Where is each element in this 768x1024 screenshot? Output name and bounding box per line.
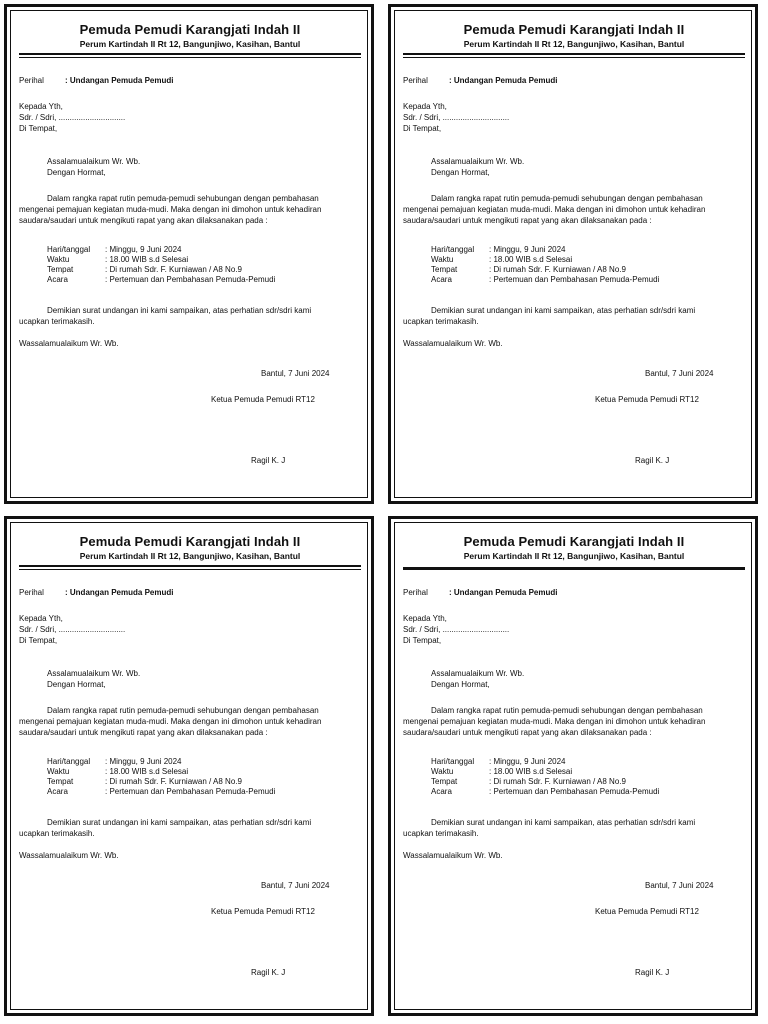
closing-paragraph xyxy=(19,817,361,839)
signer-name: Ragil K. J xyxy=(251,456,286,465)
detail-value: : Pertemuan dan Pembahasan Pemuda-Pemudi xyxy=(489,275,660,284)
letter-address: Perum Kartindah II Rt 12, Bangunjiwo, Kasihan, Bantul xyxy=(79,551,301,561)
recipient-line: Sdr. / Sdri, .............................. xyxy=(403,113,510,122)
closing-line: ucapkan terimakasih. xyxy=(19,829,95,838)
closing-line: ucapkan terimakasih. xyxy=(19,317,95,326)
closing-paragraph xyxy=(19,305,361,327)
recipient-line: Di Tempat, xyxy=(19,636,58,645)
perihal-label: Perihal xyxy=(403,76,428,85)
perihal-label: Perihal xyxy=(19,588,44,597)
recipient-line: Sdr. / Sdri, .............................. xyxy=(19,113,126,122)
greeting-line: Assalamualaikum Wr. Wb. xyxy=(47,669,141,678)
body-line: saudara/saudari untuk mengikuti rapat yang akan dilaksanakan pada : xyxy=(403,728,652,737)
recipient-line: Kepada Yth, xyxy=(19,614,63,623)
signer-title: Ketua Pemuda Pemudi RT12 xyxy=(595,907,699,916)
closing-line: Demikian surat undangan ini kami sampaikan, atas perhatian sdr/sdri kami xyxy=(431,306,696,315)
detail-label: Hari/tanggal xyxy=(431,757,475,766)
detail-label: Waktu xyxy=(47,255,70,264)
recipient-line: Kepada Yth, xyxy=(403,102,447,111)
signer-title: Ketua Pemuda Pemudi RT12 xyxy=(595,395,699,404)
body-line: saudara/saudari untuk mengikuti rapat yang akan dilaksanakan pada : xyxy=(19,728,268,737)
detail-label: Hari/tanggal xyxy=(431,245,475,254)
perihal-value: : Undangan Pemuda Pemudi xyxy=(449,588,558,597)
detail-value: : Minggu, 9 Juni 2024 xyxy=(489,757,566,766)
letter-address: Perum Kartindah II Rt 12, Bangunjiwo, Kasihan, Bantul xyxy=(463,39,685,49)
detail-value: : Minggu, 9 Juni 2024 xyxy=(489,245,566,254)
letter-title: Pemuda Pemudi Karangjati Indah II xyxy=(463,534,685,549)
detail-label: Waktu xyxy=(431,255,454,264)
body-line: mengenai pemajuan kegiatan muda-mudi. Maka dengan ini dimohon untuk kehadiran xyxy=(19,205,322,214)
header-rule-thick xyxy=(403,53,745,55)
detail-value: : Minggu, 9 Juni 2024 xyxy=(105,757,182,766)
letter-title: Pemuda Pemudi Karangjati Indah II xyxy=(463,22,685,37)
letter-page xyxy=(388,4,758,504)
closing-line: Demikian surat undangan ini kami sampaikan, atas perhatian sdr/sdri kami xyxy=(47,818,312,827)
body-line: mengenai pemajuan kegiatan muda-mudi. Maka dengan ini dimohon untuk kehadiran xyxy=(403,717,706,726)
place-date: Bantul, 7 Juni 2024 xyxy=(645,881,714,890)
recipient-line: Sdr. / Sdri, .............................. xyxy=(19,625,126,634)
body-paragraph xyxy=(19,193,361,226)
wassalam-line: Wassalamualaikum Wr. Wb. xyxy=(19,339,119,348)
detail-value: : Pertemuan dan Pembahasan Pemuda-Pemudi xyxy=(489,787,660,796)
closing-line: ucapkan terimakasih. xyxy=(403,829,479,838)
letter-title: Pemuda Pemudi Karangjati Indah II xyxy=(79,534,301,549)
body-line: saudara/saudari untuk mengikuti rapat yang akan dilaksanakan pada : xyxy=(403,216,652,225)
letter-address: Perum Kartindah II Rt 12, Bangunjiwo, Kasihan, Bantul xyxy=(79,39,301,49)
signer-title: Ketua Pemuda Pemudi RT12 xyxy=(211,907,315,916)
greeting-line: Assalamualaikum Wr. Wb. xyxy=(431,157,525,166)
closing-paragraph xyxy=(403,305,745,327)
body-line: Dalam rangka rapat rutin pemuda-pemudi sehubungan dengan pembahasan xyxy=(431,194,703,203)
header-rule-thin xyxy=(19,569,361,570)
closing-paragraph xyxy=(403,817,745,839)
detail-label: Tempat xyxy=(431,777,458,786)
body-line: Dalam rangka rapat rutin pemuda-pemudi sehubungan dengan pembahasan xyxy=(47,194,319,203)
greeting-line: Assalamualaikum Wr. Wb. xyxy=(47,157,141,166)
detail-label: Waktu xyxy=(47,767,70,776)
letter-content xyxy=(403,15,745,493)
closing-line: ucapkan terimakasih. xyxy=(403,317,479,326)
perihal-label: Perihal xyxy=(403,588,428,597)
body-paragraph xyxy=(19,705,361,738)
greeting-line: Dengan Hormat, xyxy=(47,168,106,177)
detail-value: : Pertemuan dan Pembahasan Pemuda-Pemudi xyxy=(105,275,276,284)
detail-label: Hari/tanggal xyxy=(47,245,91,254)
body-line: Dalam rangka rapat rutin pemuda-pemudi sehubungan dengan pembahasan xyxy=(431,706,703,715)
letter-page xyxy=(388,516,758,1016)
header-rule-thin xyxy=(403,57,745,58)
body-line: Dalam rangka rapat rutin pemuda-pemudi sehubungan dengan pembahasan xyxy=(47,706,319,715)
detail-value: : 18.00 WIB s.d Selesai xyxy=(105,767,189,776)
recipient-line: Kepada Yth, xyxy=(403,614,447,623)
perihal-value: : Undangan Pemuda Pemudi xyxy=(65,76,174,85)
detail-value: : Di rumah Sdr. F. Kurniawan / A8 No.9 xyxy=(105,777,242,786)
header-rule-thin xyxy=(19,57,361,58)
body-line: mengenai pemajuan kegiatan muda-mudi. Maka dengan ini dimohon untuk kehadiran xyxy=(19,717,322,726)
header-rule-thick xyxy=(19,53,361,55)
recipient-line: Sdr. / Sdri, .............................. xyxy=(403,625,510,634)
letter-content xyxy=(403,527,745,1005)
body-line: saudara/saudari untuk mengikuti rapat yang akan dilaksanakan pada : xyxy=(19,216,268,225)
body-line: mengenai pemajuan kegiatan muda-mudi. Maka dengan ini dimohon untuk kehadiran xyxy=(403,205,706,214)
detail-label: Acara xyxy=(47,275,68,284)
detail-label: Tempat xyxy=(47,265,74,274)
greeting-line: Assalamualaikum Wr. Wb. xyxy=(431,669,525,678)
signer-title: Ketua Pemuda Pemudi RT12 xyxy=(211,395,315,404)
detail-label: Acara xyxy=(47,787,68,796)
place-date: Bantul, 7 Juni 2024 xyxy=(645,369,714,378)
letter-content xyxy=(19,527,361,1005)
closing-line: Demikian surat undangan ini kami sampaikan, atas perhatian sdr/sdri kami xyxy=(431,818,696,827)
detail-label: Acara xyxy=(431,275,452,284)
header-rule-thick xyxy=(19,565,361,567)
wassalam-line: Wassalamualaikum Wr. Wb. xyxy=(19,851,119,860)
detail-label: Waktu xyxy=(431,767,454,776)
recipient-line: Di Tempat, xyxy=(403,124,442,133)
greeting-line: Dengan Hormat, xyxy=(431,168,490,177)
detail-value: : 18.00 WIB s.d Selesai xyxy=(489,255,573,264)
detail-value: : Di rumah Sdr. F. Kurniawan / A8 No.9 xyxy=(105,265,242,274)
letter-page xyxy=(4,516,374,1016)
header-rule-thick xyxy=(403,567,745,570)
perihal-value: : Undangan Pemuda Pemudi xyxy=(65,588,174,597)
body-paragraph xyxy=(403,705,745,738)
recipient-line: Di Tempat, xyxy=(403,636,442,645)
detail-value: : Di rumah Sdr. F. Kurniawan / A8 No.9 xyxy=(489,265,626,274)
perihal-label: Perihal xyxy=(19,76,44,85)
recipient-line: Di Tempat, xyxy=(19,124,58,133)
detail-value: : 18.00 WIB s.d Selesai xyxy=(105,255,189,264)
detail-label: Hari/tanggal xyxy=(47,757,91,766)
detail-value: : Di rumah Sdr. F. Kurniawan / A8 No.9 xyxy=(489,777,626,786)
detail-label: Tempat xyxy=(431,265,458,274)
signer-name: Ragil K. J xyxy=(635,456,670,465)
place-date: Bantul, 7 Juni 2024 xyxy=(261,881,330,890)
letter-page xyxy=(4,4,374,504)
closing-line: Demikian surat undangan ini kami sampaikan, atas perhatian sdr/sdri kami xyxy=(47,306,312,315)
letter-content xyxy=(19,15,361,493)
detail-value: : 18.00 WIB s.d Selesai xyxy=(489,767,573,776)
wassalam-line: Wassalamualaikum Wr. Wb. xyxy=(403,339,503,348)
signer-name: Ragil K. J xyxy=(251,968,286,977)
detail-label: Acara xyxy=(431,787,452,796)
perihal-value: : Undangan Pemuda Pemudi xyxy=(449,76,558,85)
detail-label: Tempat xyxy=(47,777,74,786)
place-date: Bantul, 7 Juni 2024 xyxy=(261,369,330,378)
greeting-line: Dengan Hormat, xyxy=(431,680,490,689)
signer-name: Ragil K. J xyxy=(635,968,670,977)
body-paragraph xyxy=(403,193,745,226)
detail-value: : Minggu, 9 Juni 2024 xyxy=(105,245,182,254)
wassalam-line: Wassalamualaikum Wr. Wb. xyxy=(403,851,503,860)
letter-title: Pemuda Pemudi Karangjati Indah II xyxy=(79,22,301,37)
greeting-line: Dengan Hormat, xyxy=(47,680,106,689)
recipient-line: Kepada Yth, xyxy=(19,102,63,111)
letter-address: Perum Kartindah II Rt 12, Bangunjiwo, Kasihan, Bantul xyxy=(463,551,685,561)
detail-value: : Pertemuan dan Pembahasan Pemuda-Pemudi xyxy=(105,787,276,796)
